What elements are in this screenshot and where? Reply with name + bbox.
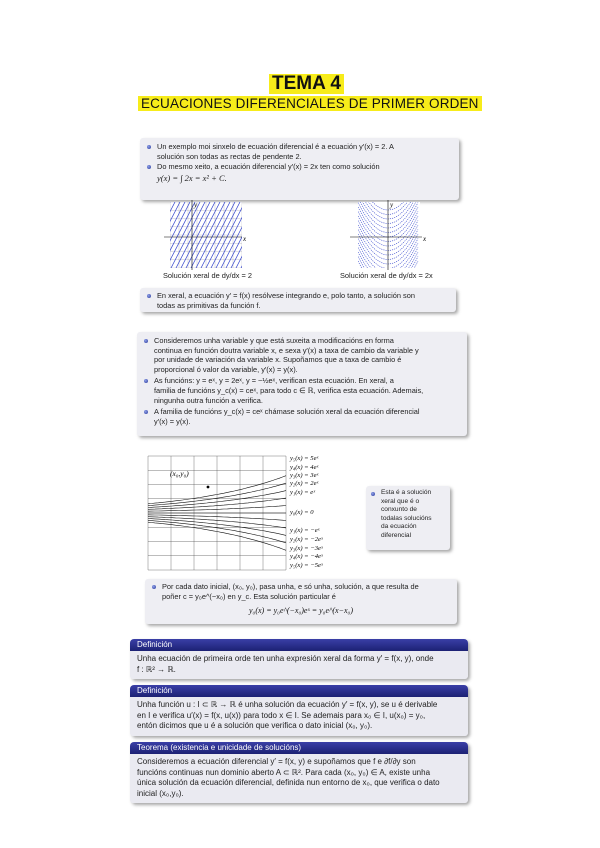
solution-line [150,200,171,270]
page-title: TEMA 4 [269,74,344,94]
solution-line [285,200,321,270]
solution-line [280,200,316,270]
theorem-block [130,742,468,803]
solution-line [300,200,336,270]
curve-label: y₂(x) = −2eˣ [290,536,323,543]
y-axis-label-left: y [194,201,198,209]
definition-block-1-title: Definición [130,639,468,651]
slope-field-left [150,200,356,270]
caption-right: Solución xeral de dy/dx = 2x [340,271,433,280]
solution-line [150,200,166,270]
solution-line [250,200,286,270]
curve-label: y₃(x) = 3eˣ [290,472,319,479]
definition-block-1 [130,639,468,679]
solution-line [305,200,341,270]
solution-line [310,200,346,270]
bullet-functions: As funcións: y = eˣ, y = 2eˣ, y = −½eˣ, verifican esta ecuación. En xeral, a familia de funcións y_c(x) = ceˣ, para todo c ∈ ℝ, verifica esta ecuación. Ademais, ningunha outra función a verifica. [143,376,461,405]
solution-line [245,200,281,270]
solution-line [260,200,296,270]
exponential-panel [137,332,467,436]
curve-label: y₄(x) = 4eˣ [290,464,319,471]
side-note-panel [366,486,450,550]
initial-point-label: (x₀,y₀) [170,469,189,478]
x-axis-label-right: x [423,235,427,243]
initial-point [207,486,210,489]
curve-label: y₀(x) = 0 [290,509,314,516]
bullet-initial-data: Por cada dato inicial, (x₀, y₀), pasa unha, e só unha, solución, a que resulta de poñer c = y₀e^(−x₀) en y_c. Esta solución particular é [151,582,451,601]
solution-line [275,200,311,270]
solution-line [290,200,326,270]
integral-formula: y(x) = ∫ 2x = x² + C. [157,172,227,183]
definition-block-1-body: Unha ecuación de primeira orde ten unha expresión xeral da forma y′ = f(x, y), onde f : ℝ² → ℝ. [130,651,468,679]
solution-line [320,200,356,270]
curve-label: y₃(x) = −3eˣ [290,545,323,552]
curve-label: y₅(x) = −5eˣ [290,562,323,569]
solution-line [265,200,301,270]
solution-line [150,200,151,270]
general-solution-panel [140,288,456,312]
solution-line [150,200,161,270]
bullet-integration: En xeral, a ecuación y′ = f(x) resólvese integrando e, polo tanto, a solución son todas as primitivas da función f. [146,291,450,310]
curve-label: y₁(x) = eˣ [290,489,316,496]
solution-line [270,200,306,270]
bullet-simple-equation: Un exemplo moi sinxelo de ecuación diferencial é a ecuación y′(x) = 2. A solución son todas as rectas de pendente 2. [146,142,453,161]
particular-solution-formula: y₀(x) = y₀e^(−x₀)eˣ = y₀e^(x−x₀) [249,606,353,616]
definition-block-2 [130,685,468,736]
definition-block-2-title: Definición [130,685,468,697]
curve-label: y₁(x) = −eˣ [290,527,320,534]
curve-label: y₂(x) = 2eˣ [290,480,319,487]
solution-line [315,200,351,270]
page-subtitle: ECUACIONES DIFERENCIALES DE PRIMER ORDEN [138,96,482,111]
theorem-block-title: Teorema (existencia e unicidade de solucións) [130,742,468,754]
initial-data-panel [145,579,457,624]
solution-line [150,200,156,270]
caption-left: Solución xeral de dy/dx = 2 [163,271,252,280]
y-axis-label-right: y [390,201,394,209]
curve-label: y₅(x) = 5eˣ [290,455,319,462]
solution-line [255,200,291,270]
theorem-block-body: Consideremos a ecuación diferencial y′ = f(x, y) e supoñamos que f e ∂f/∂y son funcións continuas nun dominio aberto A ⊂ ℝ². Para cada (x₀, y₀) ∈ A, existe unha única solución da ecuación diferencial, definida nun entorno de x₀, que verifica o dato inicial (x₀,y₀). [130,754,468,803]
solution-line [295,200,331,270]
side-note: Esta é a solución xeral que é o conxunto de todalas solucións da ecuación diferencial [370,489,446,541]
bullet-family: A familia de funcións y_c(x) = ceˣ chámase solución xeral da ecuación diferencial y′(x) = y(x). [143,407,461,426]
intro-panel [140,138,459,200]
x-axis-label-left: x [243,235,247,243]
definition-block-2-body: Unha función u : I ⊂ ℝ → ℝ é unha solución da ecuación y′ = f(x, y), se u é derivable en I e verifica u′(x) = f(x, u(x)) para todo x ∈ I. Se ademais para x₀ ∈ I, u(x₀) = y₀, entón dicimos que u é a solución que verifica o dato inicial (x₀, y₀). [130,697,468,736]
bullet-rate-of-change: Consideremos unha variable y que está suxeita a modificacións en forma continua en función doutra variable x, e sexa y′(x) a taxa de cambio da variable y por unidade de variación da variable x. Supoñamos que a taxa de cambio é proporcional ó valor da variable, y′(x) = y(x). [143,336,461,374]
exponential-family-figure [140,452,362,577]
bullet-2x-equation: Do mesmo xeito, a ecuación diferencial y′(x) = 2x ten como solución y(x) = ∫ 2x = x² + C. [146,162,453,183]
curve-label: y₄(x) = −4eˣ [290,553,323,560]
